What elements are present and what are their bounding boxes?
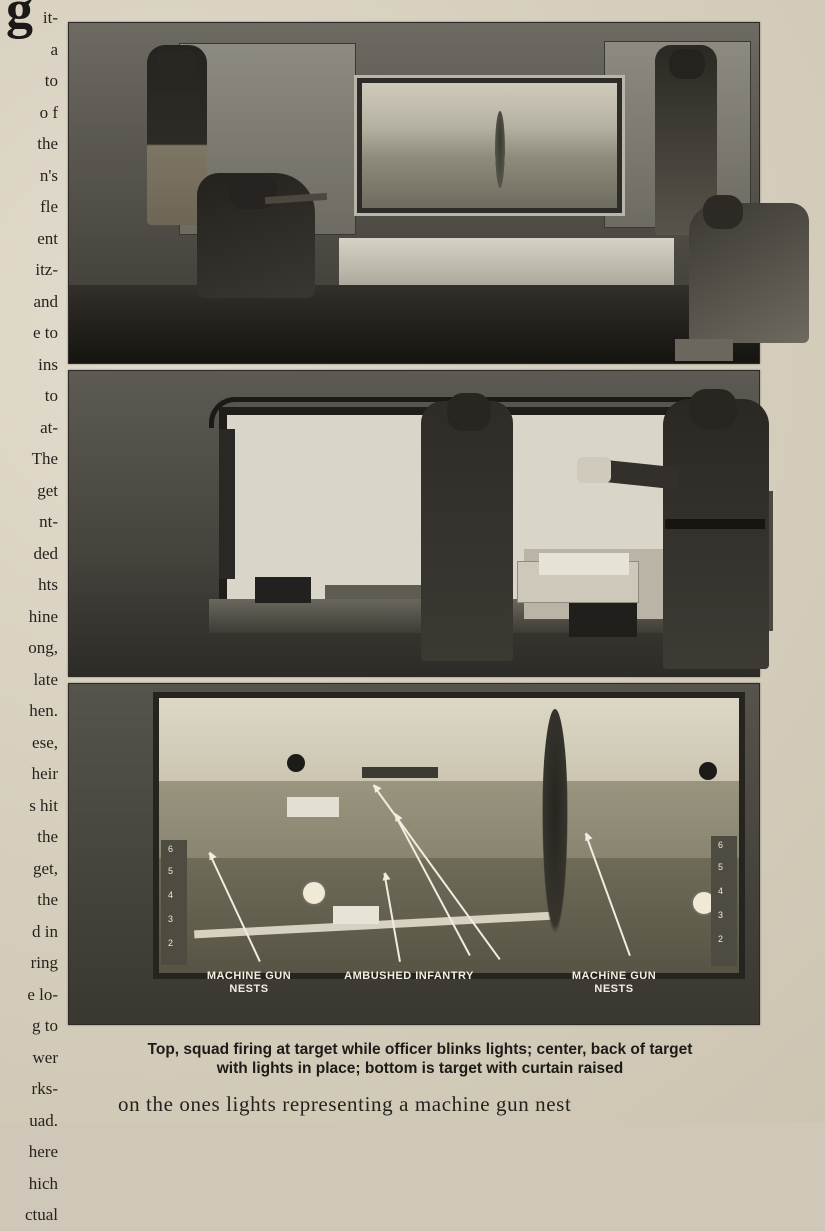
painted-bunker — [362, 767, 438, 778]
scale-number: 3 — [168, 914, 174, 924]
body-line: heir — [31, 764, 58, 783]
shooting-ledge — [339, 238, 674, 290]
belt — [665, 519, 765, 529]
body-line: nt- — [39, 512, 58, 531]
body-line: to — [44, 386, 58, 405]
scale-strip-right — [711, 836, 737, 966]
body-line: ded — [33, 543, 58, 563]
painted-building-lower — [333, 906, 379, 924]
annotation-label-ambushed-infantry — [314, 970, 504, 983]
scale-number: 4 — [168, 890, 174, 900]
label-line-2: NESTS — [229, 983, 269, 995]
white-box-upper — [539, 553, 629, 575]
body-line: hich — [28, 1173, 58, 1193]
label-line-1: AMBUSHED INFANTRY — [344, 970, 474, 982]
body-line: hen. — [29, 701, 58, 720]
body-line: here — [28, 1142, 58, 1161]
label-line-1: MACHiNE GUN — [571, 970, 657, 982]
soldier-right — [663, 399, 769, 669]
scale-number: 6 — [718, 840, 724, 850]
target-panel — [153, 692, 745, 979]
caption-line-2: with lights in place; bottom is target with curtain raised — [216, 1060, 624, 1077]
body-text-bottom: on the ones lights representing a machine gun nest — [118, 1092, 572, 1116]
painted-building-upper — [287, 797, 339, 817]
body-line: a — [50, 39, 58, 59]
body-line: itz- — [35, 260, 58, 279]
equipment-box — [675, 339, 733, 361]
hand-holding-light — [577, 457, 611, 483]
body-line: the — [37, 134, 58, 153]
body-line: e lo- — [27, 984, 58, 1004]
caption-line-1: Top, squad firing at target while officer blinks lights; center, back of target — [147, 1041, 693, 1058]
body-line: get, — [32, 858, 58, 878]
body-line: at- — [40, 417, 58, 437]
scale-number: 5 — [718, 862, 724, 872]
body-line: s hit — [29, 795, 58, 815]
body-line: and — [33, 291, 58, 311]
body-line: ong, — [28, 638, 58, 657]
soldier-center — [421, 401, 513, 661]
dark-apparatus — [569, 603, 637, 637]
scale-number: 4 — [718, 886, 724, 896]
target-landscape-scene — [362, 83, 617, 208]
body-line: The — [31, 449, 58, 468]
floor — [69, 285, 759, 363]
soldier-right-head — [689, 389, 737, 429]
soldier-head — [669, 49, 705, 79]
body-line: ring — [30, 953, 58, 972]
body-line: ese, — [32, 732, 58, 752]
officer-head — [157, 49, 197, 79]
scale-number: 5 — [168, 866, 174, 876]
photo-bottom — [68, 683, 760, 1025]
target-screen-frame — [354, 75, 625, 216]
body-line: the — [37, 890, 58, 909]
body-line: to — [44, 71, 58, 90]
body-line: g to — [32, 1016, 58, 1035]
body-line: ctual — [24, 1205, 58, 1224]
rifleman-head — [229, 175, 277, 209]
body-line: ent — [37, 228, 58, 248]
label-line-2: NESTS — [594, 983, 634, 995]
body-line: hts — [38, 575, 58, 594]
body-line: get — [37, 480, 58, 500]
figure-caption — [70, 1040, 770, 1078]
control-box-left — [255, 577, 311, 603]
body-line: uad. — [29, 1110, 58, 1130]
body-line: ins — [38, 354, 58, 374]
support-post — [219, 429, 235, 579]
scale-number: 2 — [168, 938, 174, 948]
scale-number: 2 — [718, 934, 724, 944]
target-light-dark-left — [287, 754, 305, 772]
scale-number: 3 — [718, 910, 724, 920]
body-line: late — [33, 669, 58, 689]
body-line: hine — [28, 606, 58, 626]
photo-stack — [68, 22, 758, 1025]
annotation-label-machine-gun-nests-right — [539, 970, 689, 996]
left-body-column — [0, 0, 64, 1224]
body-line: n's — [39, 165, 58, 185]
body-line: fle — [40, 197, 58, 216]
annotation-label-machine-gun-nests-left — [179, 970, 319, 996]
headline-fragment: g — [6, 0, 33, 39]
body-line: rks- — [31, 1079, 58, 1098]
crouching-soldier-head — [703, 195, 743, 229]
body-line: d in — [32, 921, 58, 941]
target-light-lit-left — [301, 880, 327, 906]
photo-center — [68, 370, 760, 677]
painted-cypress-tree — [542, 709, 568, 935]
label-line-1: MACHINE GUN — [206, 970, 292, 982]
scale-strip-left — [161, 840, 187, 965]
body-line: e to — [32, 323, 58, 342]
body-line: the — [37, 827, 58, 846]
body-line: it- — [42, 8, 58, 27]
photo-top — [68, 22, 760, 364]
body-line: o f — [39, 102, 58, 122]
target-light-dark-right — [699, 762, 717, 780]
soldier-center-head — [447, 393, 491, 431]
scale-number: 6 — [168, 844, 174, 854]
body-line: wer — [32, 1047, 58, 1067]
